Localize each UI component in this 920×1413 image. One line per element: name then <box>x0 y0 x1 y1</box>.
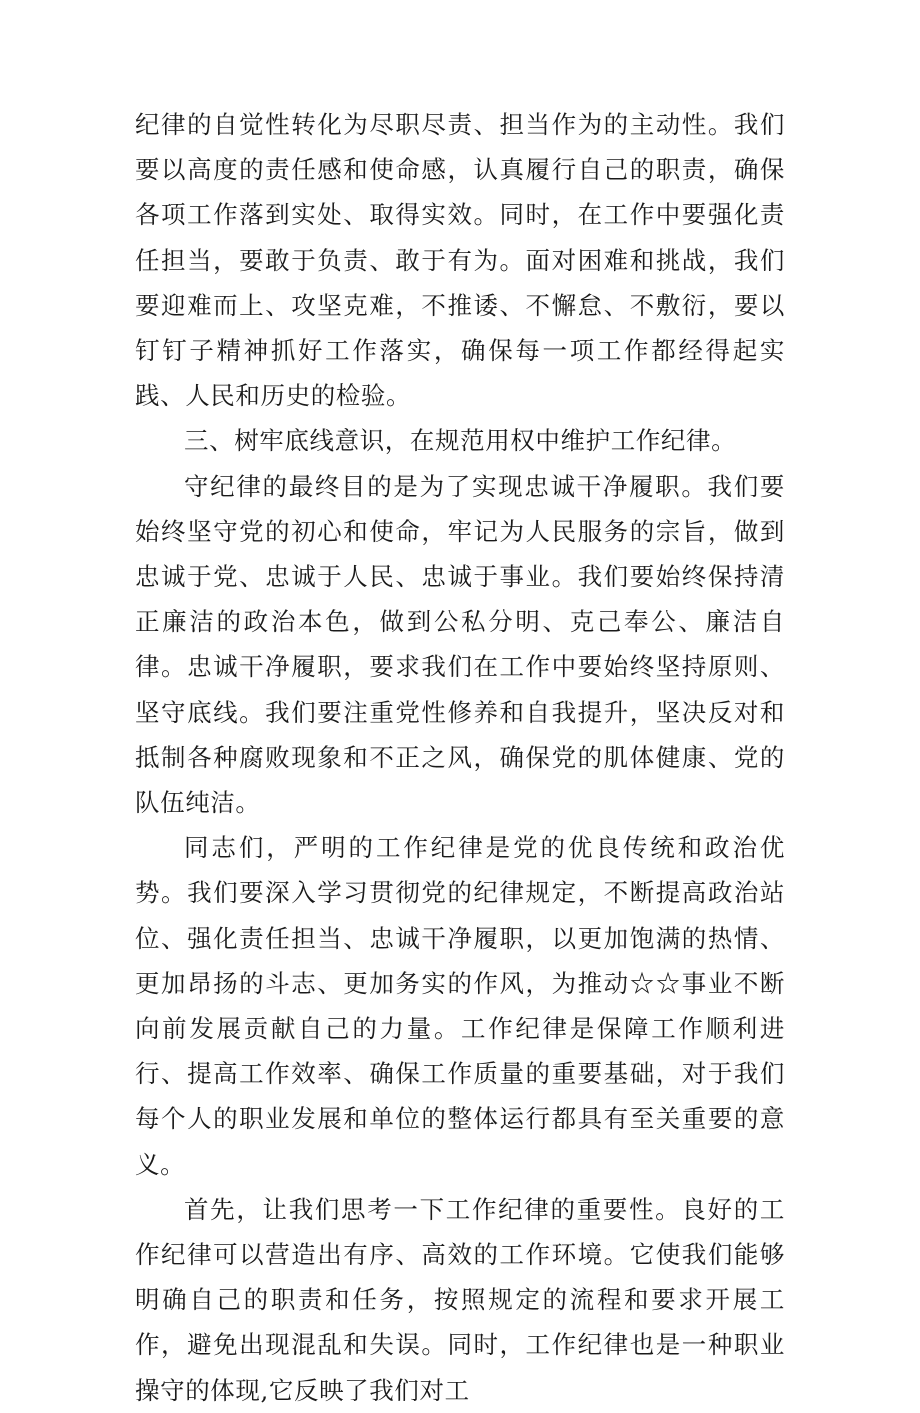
section-heading-3: 三、树牢底线意识，在规范用权中维护工作纪律。 <box>184 426 737 456</box>
paragraph-continuation: 纪律的自觉性转化为尽职尽责、担当作为的主动性。我们要以高度的责任感和使命感，认真履行自己的职责，确保各项工作落到实处、取得实效。同时，在工作中要强化责任担当，要敢于负责、敢于有为。面对困难和挑战，我们要迎难而上、攻坚克难，不推诿、不懈怠、不敷衍，要以钉钉子精神抓好工作落实，确保每一项工作都经得起实践、人民和历史的检验。 <box>135 110 785 411</box>
paragraph: 守纪律的最终目的是为了实现忠诚干净履职。我们要始终坚守党的初心和使命，牢记为人民服务的宗旨，做到忠诚于党、忠诚于人民、忠诚于事业。我们要始终保持清正廉洁的政治本色，做到公私分明、克己奉公、廉洁自律。忠诚干净履职，要求我们在工作中要始终坚持原则、坚守底线。我们要注重党性修养和自我提升，坚决反对和抵制各种腐败现象和不正之风，确保党的肌体健康、党的队伍纯洁。 <box>135 471 785 818</box>
paragraph: 首先，让我们思考一下工作纪律的重要性。良好的工作纪律可以营造出有序、高效的工作环境。它使我们能够明确自己的职责和任务，按照规定的流程和要求开展工作，避免出现混乱和失误。同时，工作纪律也是一种职业操守的体现,它反映了我们对工 <box>135 1194 785 1405</box>
document-body <box>135 102 785 1413</box>
paragraph: 同志们，严明的工作纪律是党的优良传统和政治优势。我们要深入学习贯彻党的纪律规定，不断提高政治站位、强化责任担当、忠诚干净履职，以更加饱满的热情、更加昂扬的斗志、更加务实的作风，为推动☆☆事业不断向前发展贡献自己的力量。工作纪律是保障工作顺利进行、提高工作效率、确保工作质量的重要基础，对于我们每个人的职业发展和单位的整体运行都具有至关重要的意义。 <box>135 833 785 1179</box>
